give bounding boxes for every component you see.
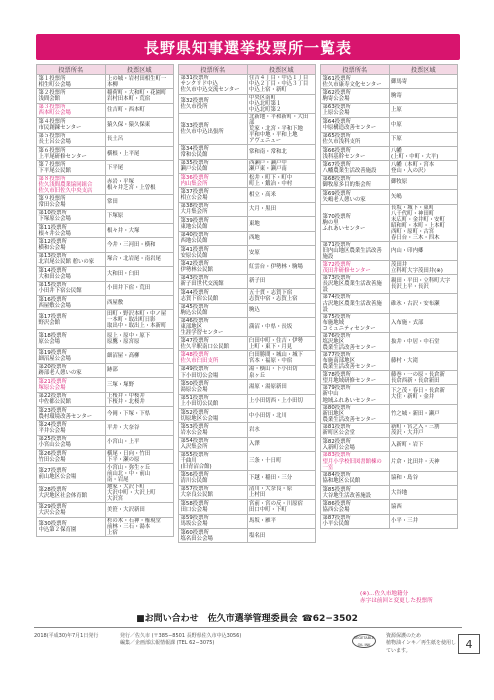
voting-district: 藤村・大滝 [389,351,458,370]
table-row [179,217,316,231]
table-row [179,159,316,173]
voting-district: 下塚原 [105,209,174,223]
note-line: (※)…佐久市地籍分 [360,591,409,597]
voting-district: 猿久保・猿久保東 [105,118,174,132]
table-row [321,241,458,260]
polling-place-name: 第10投票所 下塚原公会場 [37,209,106,223]
polling-place-name: 第58投票所 田口公会場 [179,500,248,514]
polling-table [36,64,174,537]
polling-place-name: 第87投票所 小平公民館 [321,514,390,528]
voting-district: 紅雲台・伊勢林・駒場 [247,260,316,274]
table-row [179,202,316,216]
polling-place-name: 第69投票所 矢嶋老人憩いの家 [321,190,390,204]
voting-district: 藤巻・一の原・長倉新 長倉西新・長倉新田 [389,371,458,385]
voting-district: 跡部 [105,363,174,377]
polling-place-name: 第76投票所 塩沢地区 農業生活改善センター [321,332,390,351]
table-row [321,471,458,485]
voting-district: 北新地・平和新町・大田部 荒家・北宮・平和下地 平和中地・平和上地 アヴェニュー [247,114,316,145]
table-row [321,75,458,89]
polling-place-name: 第70投票所 駒の里 ふれあいセンター [321,204,390,241]
voting-district: 湯・横山・下小田切 泉ヶ丘 [247,365,316,379]
voting-district: 東地 [247,217,316,231]
voting-district: 住吉町・西本町 [105,103,174,117]
polling-place-name: 第50投票所 湯原公会場 [179,380,248,394]
table-row [37,349,174,363]
table-row [321,423,458,437]
page-number: 4 [458,634,480,654]
voting-district: 中央区南町 中込北町第１ 中込北町第２ [247,94,316,114]
polling-place-name: 第１投票所 相生町公会場 [37,75,106,89]
polling-place-name: 第28投票所 大沢地区社会体育館 [37,483,106,503]
polling-place-name: 第72投票所 茂田井研修センター [321,260,390,274]
voting-district: 下之茂・春日・長倉新 大住・新町・金井 [389,385,458,404]
contact-line [0,611,494,624]
polling-place-name: 第22投票所 中佐都公民館 [37,392,106,406]
table-row [37,392,174,406]
voting-district: 下平尾 [105,161,174,175]
voting-district: 地家・大沢下町 大沢中町・大沢上町 大沢宮 [105,483,174,503]
polling-place-name: 第32投票所 佐久市役所 [179,94,248,114]
polling-place-name: 第38投票所 大月集会所 [179,202,248,216]
voting-district: 細沼屋・高柳 [105,349,174,363]
table-row [179,471,316,485]
table-row [179,452,316,471]
polling-place-name: 第15投票所 小田井下宿公民館 [37,281,106,295]
table-row [321,190,458,204]
voting-district: 塚合・北岩尾・南岩尾 [105,252,174,266]
polling-place-name: 第43投票所 新子田世代交流館 [179,274,248,288]
polling-place-name: 第26投票所 竹田公会場 [37,450,106,464]
polling-place-name: 第48投票所 佐久市臼田支所 [179,351,248,365]
table-row [37,281,174,295]
page-title: 長野県知事選挙投票所一覧表 [143,38,352,57]
table-row [179,231,316,245]
voting-district: 原上・原中・原下 原鷹・原宮原 [105,329,174,349]
voting-district: 臼田中町・住吉・伊勢 上町・東下・月見 [247,337,316,351]
voting-district: 五十貫・志賀下宿 志賀中宿・志賀上宿 [247,289,316,303]
voting-district: 協西 [389,500,458,514]
voting-district: 西地 [247,231,316,245]
voting-district: 宮前・宮の反・川原宿 田口中町・下町 [247,500,316,514]
polling-place-name: 第29投票所 大沢公会場 [37,503,106,517]
table-row [37,161,174,175]
polling-place-name: 第46投票所 東部地区 生涯学習センター [179,317,248,336]
polling-place-name: 第２投票所 浅間会館 [37,89,106,103]
polling-place-name: 第74投票所 古沢地区農業生活改善施設 [321,294,390,313]
voting-district: 美笹・大沢新田 [105,503,174,517]
table-row [37,75,174,89]
polling-place-name: 第73投票所 長沢地区農業生活改善施設 [321,275,390,294]
table-row [37,195,174,209]
polling-place-name: 第30投票所 中込第２保育園 [37,517,106,537]
voting-district: 小田井下宿・荒田 [105,281,174,295]
polling-place-name: 第21投票所 塚原公会場 [37,378,106,392]
page-title-bar [36,34,460,60]
voting-district: 平井・大奈谷 [105,421,174,435]
polling-place-name: 第８投票所 佐久浅間農業協同組合 佐久市旧佐久中央支店 [37,175,106,195]
header-place: 投票所名 [321,65,390,75]
contact-phone: ☎62−3502 [301,614,358,624]
table-row [321,332,458,351]
polling-place-name: 第63投票所 上原公会場 [321,103,390,117]
polling-place-name: 第24投票所 平井公会場 [37,421,106,435]
polling-place-name: 第17投票所 野沢会館 [37,310,106,330]
polling-place-name: 第84投票所 協和地区公民館 [321,471,390,485]
voting-district: 駒寄 [389,89,458,103]
polling-place-name: 第４投票所 市民創錬センター [37,118,106,132]
table-row [321,103,458,117]
polling-place-name: 第16投票所 西屋敷公会場 [37,295,106,309]
polling-place-name: 第83投票所 望月小学校旧図書館棟の一室 [321,452,390,471]
table-row [179,245,316,259]
voting-district: 下越・稲田・三分 [247,471,316,485]
voting-district: 矢嶋 [389,190,458,204]
voting-district: 大谷地 [389,486,458,500]
voting-district: 中小田切・北川 [247,409,316,423]
polling-place-name: 第85投票所 大谷地生活改善施設 [321,486,390,500]
voting-district: 赤岩・平塚 根々井芝宮・上曽根 [105,175,174,195]
polling-place-name: 第65投票所 佐久市浅科支所 [321,132,390,146]
table-row [321,404,458,423]
table-row [37,238,174,252]
polling-place-name: 第49投票所 下小田切公会場 [179,365,248,379]
voting-district: 下原 [389,132,458,146]
table-row [37,175,174,195]
table-row [321,294,458,313]
polling-place-name: 第47投票所 佐久平駅南口公民館 [179,337,248,351]
voting-district: 長坂・城下・東町 八千代町・神田町 末広町・金井町・安町 昭和町・本町・上本町 西町・原町・古宮 春日台・三木・四木 [389,204,458,241]
voting-district: 上小田切西・上小田切 [247,394,316,408]
table-row [37,406,174,420]
voting-district: 御馬寄 [389,75,458,89]
voting-district: 三塚・塚野 [105,378,174,392]
table-body [37,75,174,537]
table-row [37,503,174,517]
voting-district: 大月・黒田 [247,202,316,216]
table-row [37,421,174,435]
polling-place-name: 第11投票所 根々井公会場 [37,224,106,238]
polling-table-column-1 [36,64,174,537]
polling-place-name: 第52投票所 切原地区公会場 [179,409,248,423]
contact-label: ■お問い合わせ 佐久市選挙管理委員会 [136,614,298,624]
table-row [37,483,174,503]
polling-place-name: 第27投票所 前山地区公会場 [37,464,106,484]
polling-place-name: 第56投票所 清川公民館 [179,471,248,485]
table-row [37,146,174,160]
polling-place-name: 第64投票所 中原構造改善センター [321,118,390,132]
table-row [321,260,458,274]
polling-place-name: 第80投票所 新田地区 農業生活改善センター [321,404,390,423]
voting-district: 片倉・比田井・天神 [389,452,458,471]
table-row [321,89,458,103]
voting-district: 常和南・常和北 [247,145,316,159]
polling-place-name: 第12投票所 横和公会場 [37,238,106,252]
voting-district: 横尾・日向・竹田 下平・瀬の原 [105,450,174,464]
voting-district: 岩水 [247,423,316,437]
polling-place-name: 第61投票所 佐久市康寿文化センター [321,75,390,89]
voting-district: 入澤 [247,437,316,451]
header-place: 投票所名 [37,65,106,75]
polling-place-name: 第13投票所 北岩尾公民館 憩いの家 [37,252,106,266]
polling-place-name: 第14投票所 大和田公会場 [37,267,106,281]
polling-place-name: 第34投票所 常和公民館 [179,145,248,159]
voting-district: 茂田井 立科町大字茂田井(※) [389,260,458,274]
table-row [37,310,174,330]
polling-place-name: 第42投票所 伊勢林公民館 [179,260,248,274]
vegetable-oil-ink-logo: VEGETABLE OIL INK [353,636,375,647]
table-row [37,132,174,146]
voting-district: 湯原・湯原新田 [247,380,316,394]
table-row [321,161,458,175]
table-row [179,188,316,202]
table-row [179,317,316,336]
polling-place-name: 第19投票所 細沼屋公会場 [37,349,106,363]
polling-place-name: 第68投票所 御牧原多目的集会所 [321,175,390,189]
voting-district: 塩名田 [247,528,316,542]
polling-place-name: 第３投票所 西本町公会場 [37,103,106,117]
table-row [179,380,316,394]
polling-place-name: 第62投票所 駒寄公会場 [321,89,390,103]
polling-place-name: 第59投票所 馬坂公会場 [179,514,248,528]
table-row [321,351,458,370]
table-body [321,75,458,529]
notes [360,591,470,605]
polling-table-column-3 [320,64,458,529]
table-row [179,174,316,188]
voting-district: 西瀬戸・瀬戸中 瀬戸東・瀬戸南 [247,159,316,173]
table-row [179,528,316,542]
table-row [179,514,316,528]
table-row [37,267,174,281]
voting-district: 親田・平田・立科町大字 長沢上平・長沢 [389,275,458,294]
voting-district: 臼田勝間・城山・城下 宮本・福原・中宿 [247,351,316,365]
voting-district: 根々井・大塚 [105,224,174,238]
table-row [37,89,174,103]
table-row [179,303,316,317]
table-row [37,224,174,238]
footer-editor: 編集／企画部広報情報課 (TEL 62−3075) [120,640,215,647]
voting-district: 八幡（本町・宮本 登山・入の沢） [389,161,458,175]
table-row [321,175,458,189]
polling-place-name: 第39投票所 東地公民館 [179,217,248,231]
recycle-line-2: 植物油インキ／再生紙を使用しています。 [386,640,457,654]
polling-table-column-2 [178,64,316,543]
voting-district: 上の城・岩村田相生町一本柳 [105,75,174,89]
table-row [179,114,316,145]
header-area: 投票区域 [105,65,174,75]
polling-place-name: 第82投票所 入新町公会場 [321,438,390,452]
polling-place-name: 第67投票所 八幡農業生活改善施設 [321,161,390,175]
polling-place-name: 第31投票所 サンクリド中込 佐久市中込交流センター [179,75,248,95]
polling-place-name: 第78投票所 望月地域研修センター [321,371,390,385]
voting-district: 新町・宮之入・三割 茂沢・大井戸 [389,423,458,437]
voting-district: 大和田・臼田 [105,267,174,281]
header-area: 投票区域 [389,65,458,75]
polling-table [320,64,458,529]
polling-place-name: 第９投票所 常田公会場 [37,195,106,209]
polling-place-name: 第75投票所 布施地域 コミュニティセンター [321,313,390,332]
voting-district: 馬坂・雁平 [247,514,316,528]
table-row [179,437,316,451]
header-place: 投票所名 [179,65,248,75]
footer-issued: 2018(平成30)年7月1日発行 [34,633,99,639]
table-row [179,260,316,274]
table-row [321,371,458,385]
table-row [321,132,458,146]
table-row [37,329,174,349]
polling-place-name: 第71投票所 旧内山地区農業生活改善施設 [321,241,390,260]
polling-place-name: 第44投票所 志賀下宿公民館 [179,289,248,303]
table-row [321,438,458,452]
polling-place-name: 第25投票所 小宮山公会場 [37,435,106,449]
polling-place-name: 第５投票所 長土呂公会場 [37,132,106,146]
table-row [37,103,174,117]
table-row [37,517,174,537]
voting-district: 御牧原 [389,175,458,189]
voting-district: 小宮山・弥生ヶ丘 前山北・中・前山 南・岩尾 [105,464,174,484]
table-row [321,313,458,332]
polling-place-name: 第79投票所 新中山 地域ふれあいセンター [321,385,390,404]
table-row [37,464,174,484]
voting-district: 入新町・岩下 [389,438,458,452]
voting-district: 抜井・中居・中石堂 [389,332,458,351]
table-row [179,145,316,159]
table-row [37,450,174,464]
voting-district: 稲荷町・大和町・花園町 岩村田本町・荒宿 [105,89,174,103]
polling-place-name: 第51投票所 上小田切公民館 [179,394,248,408]
table-row [321,385,458,404]
table-row [179,94,316,114]
voting-district: 杉の木・石神・権現堂 前林・三石・湯本 上宿 [105,517,174,537]
voting-district: 清川・大奈良・原 上村田 [247,485,316,499]
table-body [179,75,316,543]
polling-place-name: 第35投票所 瀬戸公民館 [179,159,248,173]
voting-district: 八幡 (上町・中町・大平) [389,146,458,160]
voting-district: 上桜井・中桜井 下桜井・北桜井 [105,392,174,406]
table-row [321,514,458,528]
voting-district: 協和・島谷 [389,471,458,485]
voting-district: 田町・野沢本町・中ノ屋 一本町・取出町日影 取出中・取出上・本新町 [105,310,174,330]
polling-place-name: 第36投票所 内山集会所 [179,174,248,188]
footer-publisher-block [120,633,241,648]
polling-place-name: 第６投票所 上平尾研修センター [37,146,106,160]
polling-place-name: 第20投票所 跡部老人憩いの家 [37,363,106,377]
footer-publisher: 発行／佐久市 (〒385−8501 長野県佐久市中込3056) [120,633,242,639]
polling-place-name: 第81投票所 新町区公会堂 [321,423,390,437]
table-row [37,363,174,377]
voting-district: 内山・印内郷 [389,241,458,260]
polling-place-name: 第55投票所 千曲川 (旧青沼合館) [179,452,248,471]
voting-district: 横根・上平尾 [105,146,174,160]
voting-district: 住吉４丁目・中込１丁目 中込２丁目・中込３丁目 中込上宿・新町 [247,75,316,95]
polling-place-name: 第40投票所 西地公民館 [179,231,248,245]
polling-place-name: 第57投票所 大奈良公民館 [179,485,248,499]
footer-recycle-note [386,633,456,655]
voting-district: 今井・三河田・横和 [105,238,174,252]
voting-district: 新子田 [247,274,316,288]
polling-place-name: 第53投票所 岩水公会場 [179,423,248,437]
polling-place-name: 第37投票所 相立公会場 [179,188,248,202]
table-row [321,486,458,500]
table-row [179,365,316,379]
voting-district: 長土呂 [105,132,174,146]
voting-district: 今岡・下塚・下県 [105,406,174,420]
table-row [179,337,316,351]
voting-district: 竹之城・新田・瀬戸 [389,404,458,423]
voting-district: 常田 [105,195,174,209]
table-row [321,204,458,241]
table-row [179,394,316,408]
table-row [37,378,174,392]
table-row [179,500,316,514]
table-row [179,274,316,288]
polling-place-name: 第66投票所 浅科基幹センター [321,146,390,160]
voting-district: 小平・三井 [389,514,458,528]
voting-district: 松井・町下・町中 町上・鍛冶・中村 [247,174,316,188]
voting-district: 西屋敷 [105,295,174,309]
table-row [321,118,458,132]
voting-district: 上原 [389,103,458,117]
table-row [179,351,316,365]
polling-place-name: 第77投票所 布施南部地区 農業生活改善センター [321,351,390,370]
polling-place-name: 第７投票所 下平尾公民館 [37,161,106,175]
polling-place-name: 第18投票所 原公会場 [37,329,106,349]
polling-place-name: 第41投票所 安原公民館 [179,245,248,259]
footer-divider [34,627,462,628]
table-row [179,289,316,303]
table-row [321,452,458,471]
table-row [37,118,174,132]
voting-district: 相立・高米 [247,188,316,202]
voting-district: 満沼・中県・長坂 [247,317,316,336]
voting-district: 三条・十日町 [247,452,316,471]
table-row [179,423,316,437]
recycle-line-1: 資源保護のため [386,633,422,639]
table-row [37,435,174,449]
voting-district: 安原 [247,245,316,259]
polling-place-name: 第33投票所 佐久市中込出張所 [179,114,248,145]
table-row [37,295,174,309]
voting-district: 駒込 [247,303,316,317]
table-row [321,500,458,514]
table-row [179,409,316,423]
note-line: 赤字は前回と変更した投票所 [360,597,433,604]
voting-district: 中原 [389,118,458,132]
polling-table [178,64,316,543]
polling-place-name: 第54投票所 入沢集会所 [179,437,248,451]
polling-place-name: 第23投票所 農村環境改善センター [37,406,106,420]
polling-place-name: 第45投票所 駒込公民館 [179,303,248,317]
header-area: 投票区域 [247,65,316,75]
table-row [321,146,458,160]
table-row [37,252,174,266]
voting-district: 小宮山・上平 [105,435,174,449]
voting-district: 碓氷・古沢・安布瀬 [389,294,458,313]
table-row [179,75,316,95]
table-row [37,209,174,223]
table-row [179,485,316,499]
voting-district: 入布施・式部 [389,313,458,332]
polling-place-name: 第86投票所 協西公会場 [321,500,390,514]
table-row [321,275,458,294]
polling-place-name: 第60投票所 塩名田公会場 [179,528,248,542]
